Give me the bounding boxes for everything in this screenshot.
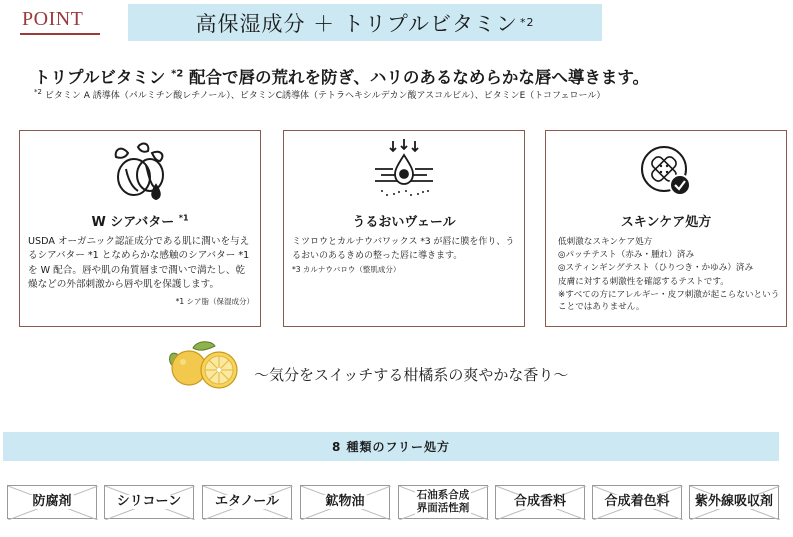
lead-text-b: 配合で唇の荒れを防ぎ、ハリのあるなめらかな唇へ導きます。 — [189, 68, 650, 87]
banner-sup: *2 — [520, 16, 535, 29]
free-item-label — [105, 486, 193, 518]
feature-card-skin-care — [545, 130, 787, 327]
scent-tagline: ～気分をスイッチする柑橘系の爽やかな香り～ — [254, 366, 569, 384]
feature-card-shea-butter — [19, 130, 261, 327]
card-title — [284, 211, 524, 230]
note-text: ビタミン A 誘導体（パルミチン酸レチノール）、ビタミンC誘導体（テトラヘキシルデカン酸アスコルビル）、ビタミンE（トコフェロール） — [44, 91, 606, 101]
card-body-text: ミツロウとカルナウバワックス *3 が唇に膜を作り、うるおいのあるきめの整った唇に導きます。 — [292, 237, 515, 261]
free-item-text: 合成香料 — [513, 494, 566, 509]
card-footnote: *1 シア脂（保湿成分） — [175, 296, 254, 306]
card-title — [546, 211, 786, 230]
shea-nut-icon — [108, 139, 172, 207]
lead-sup: *2 — [171, 68, 184, 80]
free-item-ethanol — [202, 485, 292, 519]
card-title-text: W シアバター — [91, 215, 175, 230]
free-item-text: 石油系合成 界面活性剤 — [416, 489, 470, 514]
skin-care-patch-icon — [634, 139, 698, 207]
free-item-label — [8, 486, 96, 518]
free-item-text: 鉱物油 — [325, 494, 365, 509]
free-item-label — [301, 486, 389, 518]
card-title-text: スキンケア処方 — [620, 215, 712, 230]
free-item-text: 紫外線吸収剤 — [694, 494, 773, 509]
card-body — [292, 235, 518, 277]
card-body-line: ◎スティンギングテスト（ひりつき・かゆみ）済み — [558, 263, 754, 274]
card-body-line: 低刺激なスキンケア処方 — [558, 237, 653, 247]
card-body — [558, 236, 780, 313]
card-body-line: 皮膚に対する刺激性を確認するテストです。 — [558, 276, 729, 287]
free-item-silicone — [104, 485, 194, 519]
card-body-text: USDA オーガニック認証成分である肌に潤いを与えるシアバター *1 となめらかな感触のシアバター *1 を W 配合。唇や肌の角質層まで潤いで満たし、乾燥などの外部刺激から唇や肌を保護します。 — [28, 236, 250, 291]
free-item-text: エタノール — [215, 494, 279, 509]
card-title-text: うるおいヴェール — [352, 215, 456, 230]
free-item-fragrance — [495, 485, 585, 519]
card-body-line: ◎パッチテスト（赤み・腫れ）済み — [558, 250, 695, 261]
lead-text — [34, 64, 649, 88]
feature-card-moisture-veil — [283, 130, 525, 327]
card-title — [20, 211, 260, 230]
free-formula-heading: 8 種類のフリー処方 — [3, 432, 779, 461]
free-item-surfactant — [398, 485, 488, 519]
free-item-label — [496, 486, 584, 518]
free-item-mineral-oil — [300, 485, 390, 519]
card-body — [28, 235, 254, 309]
free-item-text: 防腐剤 — [32, 494, 72, 509]
free-item-label — [399, 486, 487, 518]
citrus-fruit-icon — [163, 340, 249, 394]
vitamin-footnote — [34, 88, 605, 101]
free-item-label — [690, 486, 778, 518]
point-underline — [20, 33, 100, 35]
lead-text-a: トリプルビタミン — [34, 68, 166, 87]
free-item-preservative — [7, 485, 97, 519]
free-item-text: 合成着色料 — [604, 494, 670, 509]
card-body-line: ※すべての方にアレルギー・皮フ刺激が起こらないということではありません。 — [558, 289, 780, 312]
card-footnote: *3 カルナウバロウ（整肌成分） — [292, 265, 401, 274]
free-item-label — [593, 486, 681, 518]
point-label: POINT — [22, 8, 84, 30]
free-item-label — [203, 486, 291, 518]
headline-banner — [128, 4, 602, 41]
card-title-sup: *1 — [178, 213, 189, 223]
free-item-uv-absorber — [689, 485, 779, 519]
note-sup: *2 — [34, 88, 42, 96]
free-item-text: シリコーン — [116, 494, 182, 509]
banner-text: 高保湿成分 ＋ トリプルビタミン — [195, 11, 518, 36]
free-item-colorant — [592, 485, 682, 519]
moisture-drop-icon — [371, 139, 437, 207]
